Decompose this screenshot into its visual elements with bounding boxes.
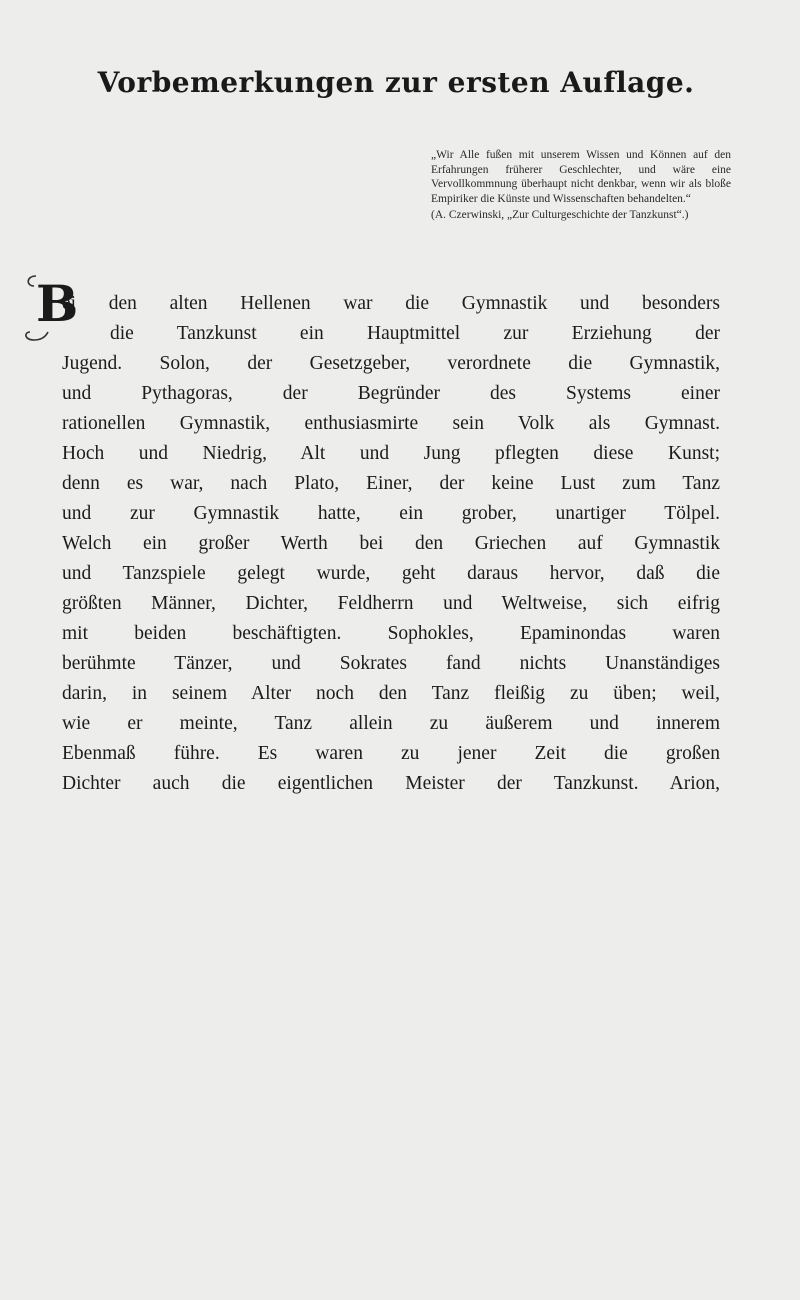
text-line: Dichter auch die eigentlichen Meister der Tanzkunst. Arion, [62,773,720,794]
page-heading: Vorbemerkungen zur ersten Auflage. [97,66,695,99]
text-line: ei den alten Hellenen war die Gymnastik und besonders [62,293,720,314]
text-line: Welch ein großer Werth bei den Griechen auf Gymnastik [62,533,720,554]
body-text [62,289,720,799]
text-line: darin, in seinem Alter noch den Tanz fleißig zu üben; weil, [62,683,720,704]
epigraph-quote: „Wir Alle fußen mit unserem Wissen und Können auf den Erfahrungen früherer Geschlechter, und wäre eine Vervollkommnung überhaupt nicht denkbar, wenn wir als bloße Empiriker die Künste und Wissenschaften behandelten.“ [431,149,731,205]
text-line: und Pythagoras, der Begründer des Systems einer [62,383,720,404]
text-line: und zur Gymnastik hatte, ein grober, unartiger Tölpel. [62,503,720,524]
text-line: Ebenmaß führe. Es waren zu jener Zeit die großen [62,743,720,764]
text-line: und Tanzspiele gelegt wurde, geht daraus hervor, daß die [62,563,720,584]
text-line: denn es war, nach Plato, Einer, der keine Lust zum Tanz [62,473,720,494]
text-line: mit beiden beschäftigten. Sophokles, Epaminondas waren [62,623,720,644]
text-line: Hoch und Niedrig, Alt und Jung pflegten diese Kunst; [62,443,720,464]
text-line: größten Männer, Dichter, Feldherrn und Weltweise, sich eifrig [62,593,720,614]
text-line: berühmte Tänzer, und Sokrates fand nichts Unanständiges [62,653,720,674]
drop-cap: B [36,274,79,333]
text-line: wie er meinte, Tanz allein zu äußerem und innerem [62,713,720,734]
epigraph [431,148,731,223]
text-line: Jugend. Solon, der Gesetzgeber, verordnete die Gymnastik, [62,353,720,374]
text-line: die Tanzkunst ein Hauptmittel zur Erziehung der [110,323,720,344]
text-line: rationellen Gymnastik, enthusiasmirte sein Volk als Gymnast. [62,413,720,434]
epigraph-source: (A. Czerwinski, „Zur Culturgeschichte der Tanzkunst“.) [431,209,689,222]
